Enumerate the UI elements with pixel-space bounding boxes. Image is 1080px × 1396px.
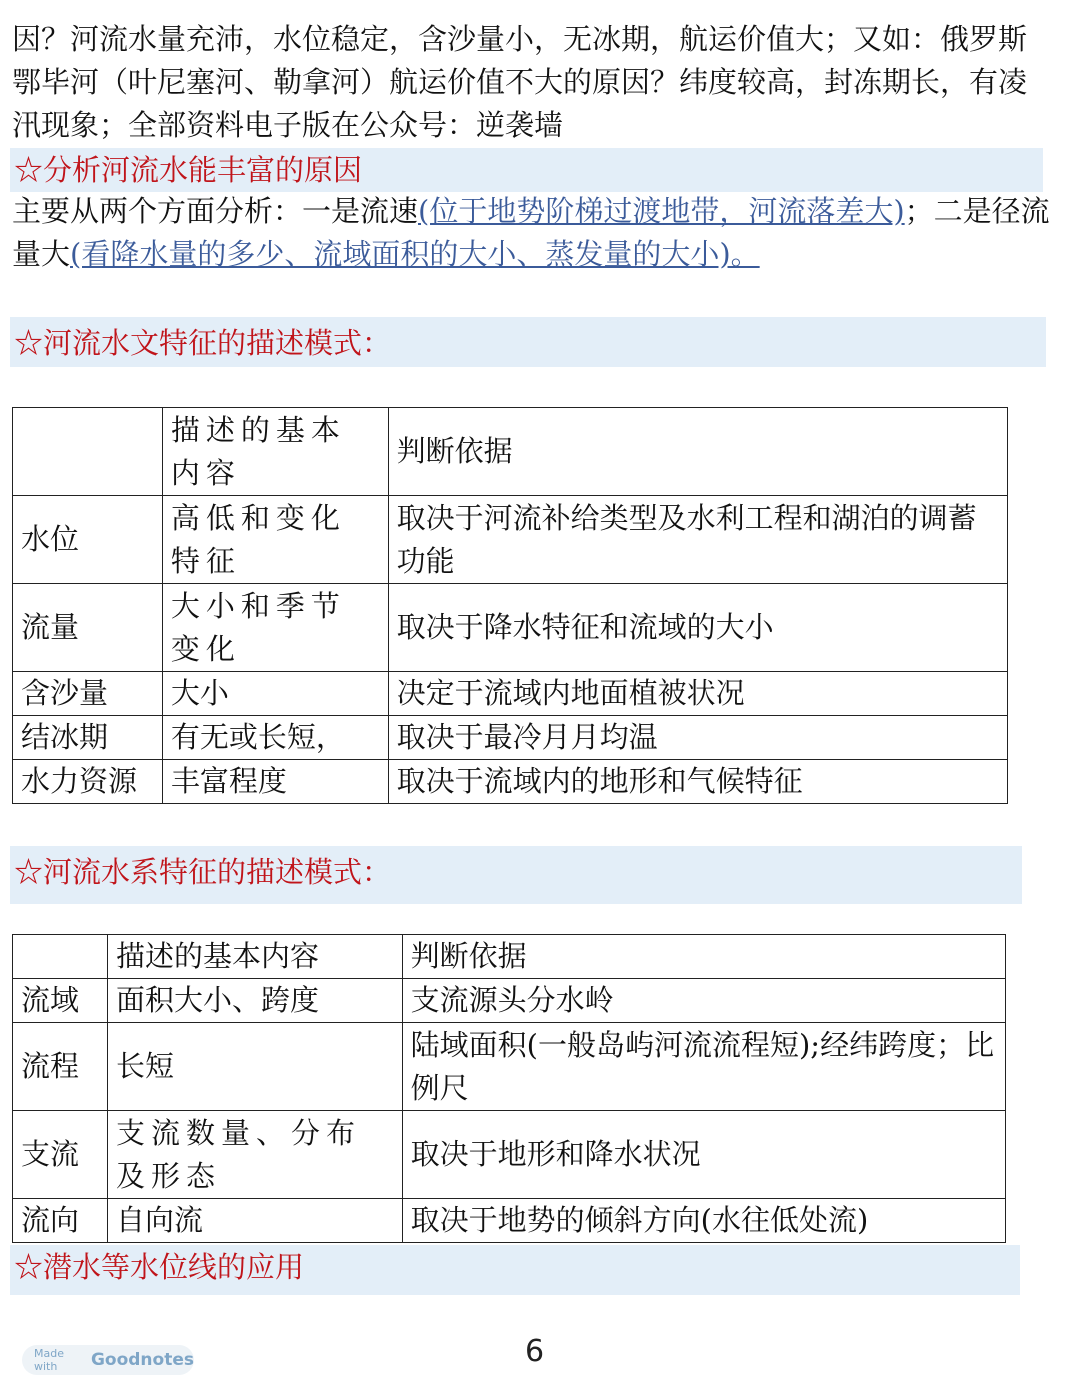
hydropower-text-2: ；二是径流量大 <box>12 194 1050 271</box>
hydropower-paragraph <box>12 190 1052 276</box>
table-row <box>13 979 1006 1023</box>
table-cell: 取决于最冷月月均温 <box>388 716 1007 760</box>
table-row <box>13 672 1008 716</box>
table-cell: 水力资源 <box>13 760 163 804</box>
system-table <box>12 934 1006 1243</box>
hydropower-text-1: 主要从两个方面分析：一是流速 <box>12 194 419 228</box>
table-cell: 有无或长短， <box>162 716 388 760</box>
system-heading: ☆河流水系特征的描述模式： <box>10 846 1022 904</box>
table-cell: 水位 <box>13 496 163 584</box>
table-cell: 丰富程度 <box>162 760 388 804</box>
table-header-cell: 判断依据 <box>388 408 1007 496</box>
hydropower-highlight-1: (位于地势阶梯过渡地带，河流落差大) <box>418 194 905 228</box>
intro-paragraph: 因？河流水量充沛，水位稳定，含沙量小，无冰期，航运价值大；又如：俄罗斯鄂毕河（叶尼塞河、勒拿河）航运价值不大的原因？纬度较高，封冻期长，有凌汛现象；全部资料电子版在公众号：逆袭墙 <box>12 22 1028 142</box>
table-cell: 支流 <box>13 1111 108 1199</box>
hydrology-table <box>12 407 1008 804</box>
table-cell: 大小 <box>162 672 388 716</box>
table-cell: 支流源头分水岭 <box>402 979 1005 1023</box>
hydrology-heading: ☆河流水文特征的描述模式： <box>10 317 1046 367</box>
table-cell: 支流数量、分布及形态 <box>107 1111 402 1199</box>
table-header-row <box>13 935 1006 979</box>
table-row <box>13 496 1008 584</box>
table-header-row <box>13 408 1008 496</box>
table-cell <box>13 935 108 979</box>
hydropower-heading: ☆分析河流水能丰富的原因 <box>10 148 1043 192</box>
watermark-brand: Goodnotes <box>90 1350 194 1370</box>
groundwater-heading: ☆潜水等水位线的应用 <box>10 1245 1020 1295</box>
table-row <box>13 760 1008 804</box>
table-cell: 大小和季节变化 <box>162 584 388 672</box>
table-cell: 流域 <box>13 979 108 1023</box>
table-header-cell: 判断依据 <box>402 935 1005 979</box>
table-header-cell: 描述的基本内容 <box>162 408 388 496</box>
table-cell: 面积大小、跨度 <box>107 979 402 1023</box>
table-cell: 结冰期 <box>13 716 163 760</box>
table-row <box>13 1199 1006 1243</box>
table-cell: 陆域面积(一般岛屿河流流程短);经纬跨度；比例尺 <box>402 1023 1005 1111</box>
table-cell: 取决于地势的倾斜方向(水往低处流) <box>402 1199 1005 1243</box>
table-header-cell: 描述的基本内容 <box>107 935 402 979</box>
table-cell: 流程 <box>13 1023 108 1111</box>
table-row <box>13 584 1008 672</box>
table-cell: 取决于河流补给类型及水利工程和湖泊的调蓄功能 <box>388 496 1007 584</box>
table-cell: 决定于流域内地面植被状况 <box>388 672 1007 716</box>
table-row <box>13 1023 1006 1111</box>
table-cell: 取决于地形和降水状况 <box>402 1111 1005 1199</box>
table-row <box>13 1111 1006 1199</box>
watermark-small-text: Made with <box>34 1347 64 1373</box>
table-cell: 含沙量 <box>13 672 163 716</box>
goodnotes-badge[interactable] <box>22 1345 194 1375</box>
hydropower-highlight-2: (看降水量的多少、流域面积的大小、蒸发量的大小)。 <box>70 237 760 271</box>
table-cell: 高低和变化特征 <box>162 496 388 584</box>
table-cell: 流量 <box>13 584 163 672</box>
page-number: 6 <box>525 1334 545 1369</box>
table-cell: 长短 <box>107 1023 402 1111</box>
table-row <box>13 716 1008 760</box>
table-cell: 流向 <box>13 1199 108 1243</box>
table-cell: 取决于流域内的地形和气候特征 <box>388 760 1007 804</box>
table-cell: 自向流 <box>107 1199 402 1243</box>
table-cell: 取决于降水特征和流域的大小 <box>388 584 1007 672</box>
table-cell <box>13 408 163 496</box>
